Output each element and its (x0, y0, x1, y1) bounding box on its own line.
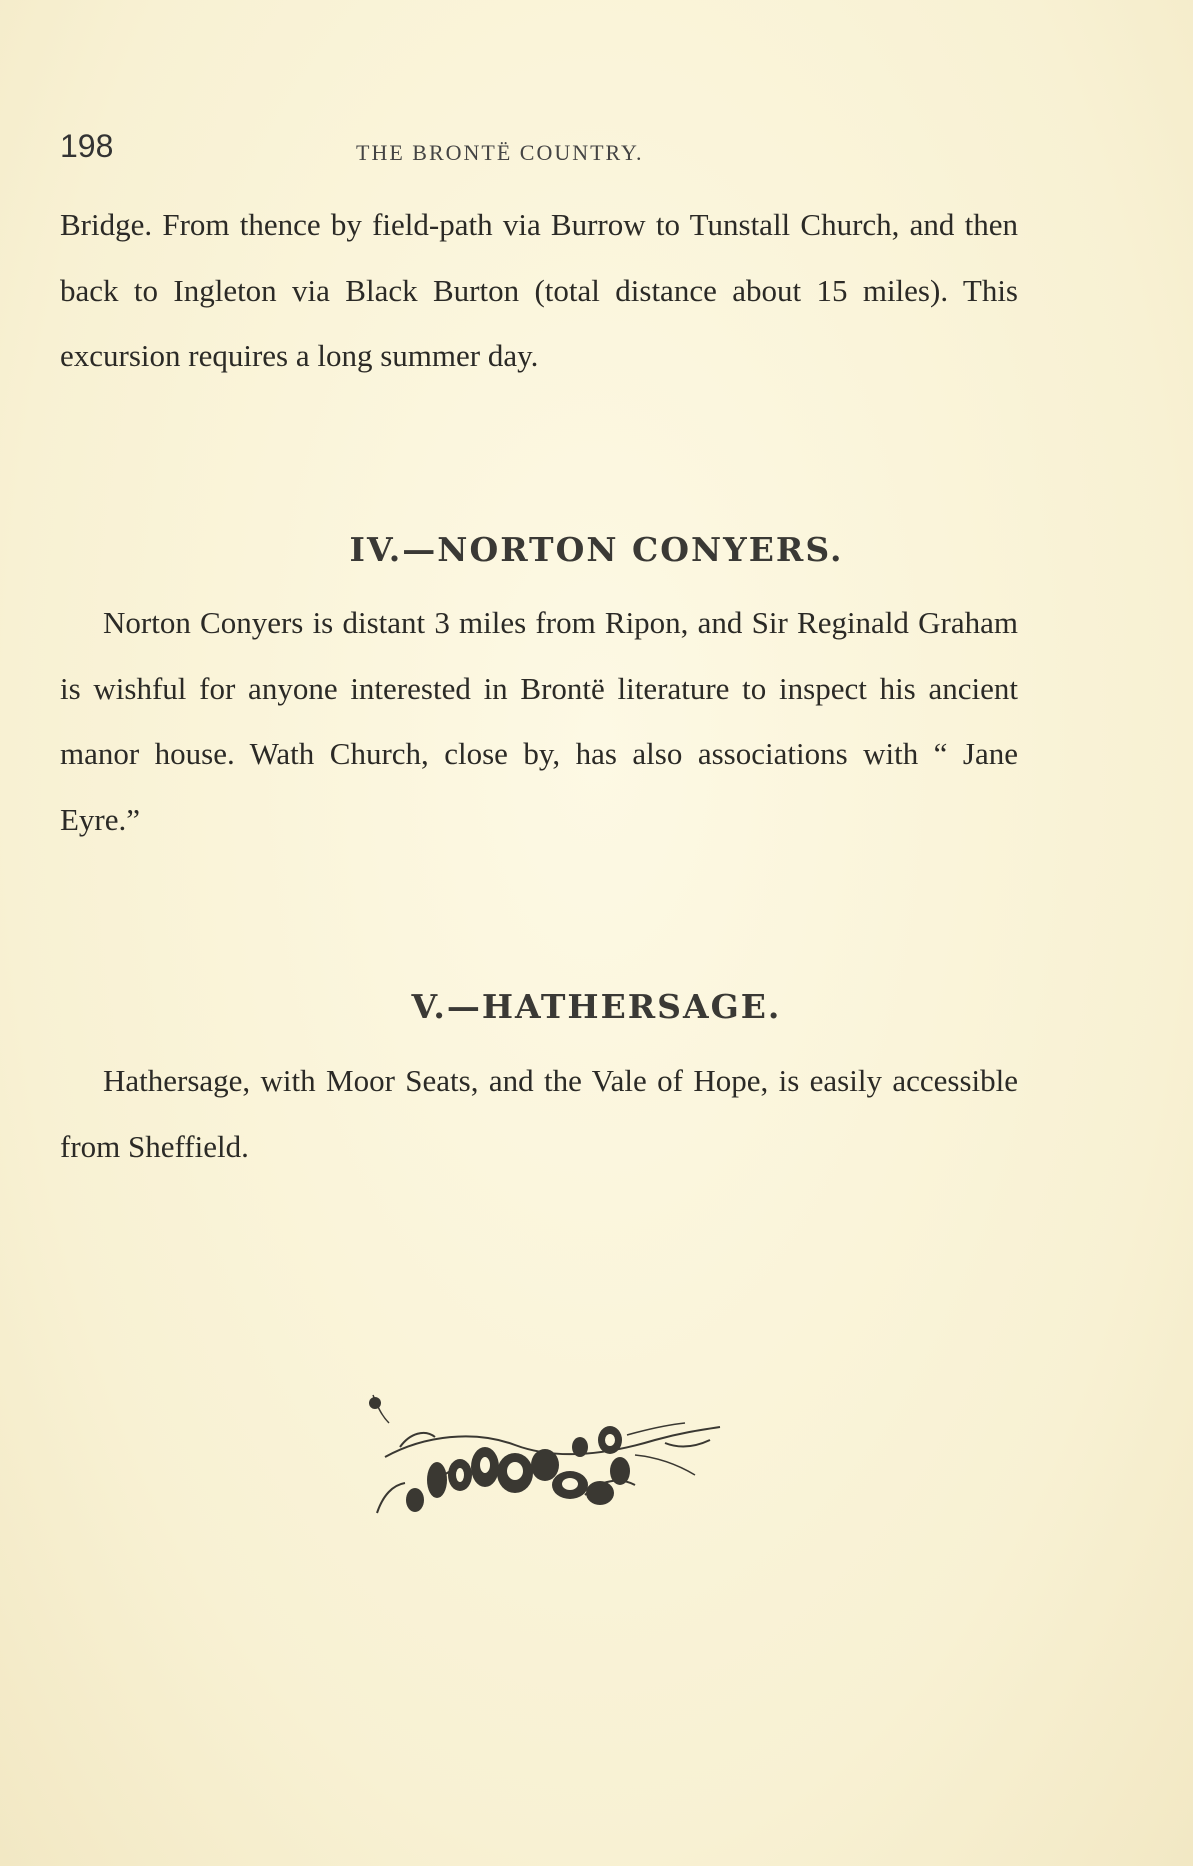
page-number: 198 (60, 128, 114, 164)
floral-vignette-icon (365, 1385, 725, 1515)
paragraph-norton-conyers: Norton Conyers is distant 3 miles from Ripon, and Sir Reginald Graham is wishful for anyone interested in Brontë literature to inspect his ancient manor house. Wath Church, close by, has also associations with “ Jane Eyre.” (60, 605, 1018, 837)
page-header (60, 128, 1020, 168)
paragraph-hathersage: Hathersage, with Moor Seats, and the Vale of Hope, is easily accessible from Sheffield. (60, 1063, 1018, 1164)
running-head: THE BRONTË COUNTRY. (356, 140, 644, 165)
section-heading-norton-conyers: IV.—NORTON CONYERS. (349, 530, 844, 569)
section-heading-hathersage: V.—HATHERSAGE. (411, 987, 782, 1026)
paragraph-continuation: Bridge. From thence by field-path via Burrow to Tunstall Church, and then back to Ingleton via Black Burton (total distance about 15 miles). This excursion requires a long summer day. (60, 207, 1018, 373)
